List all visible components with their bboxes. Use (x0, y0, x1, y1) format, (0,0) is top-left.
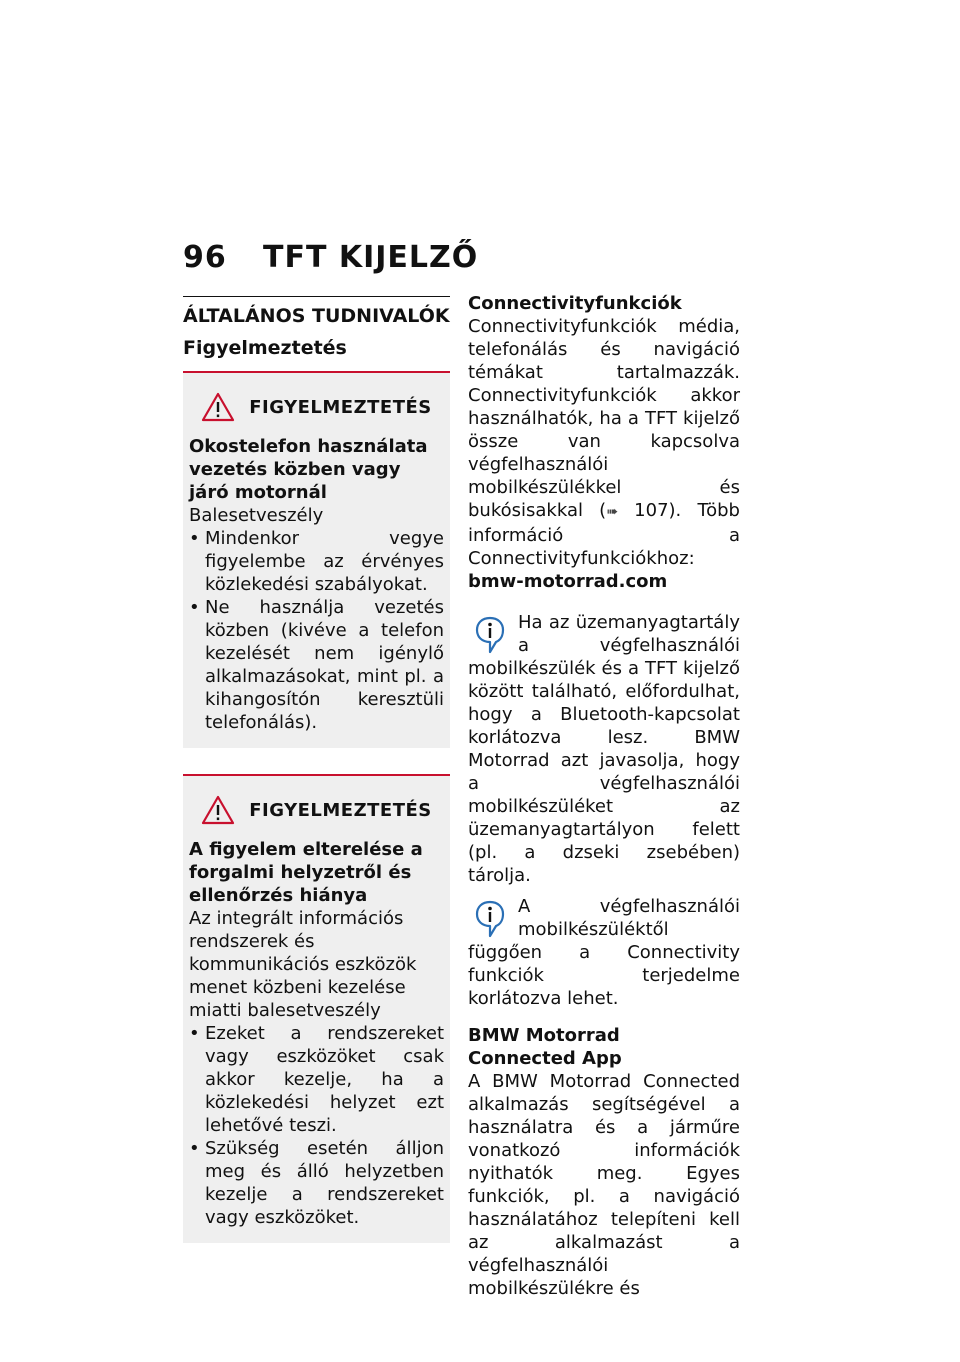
connectivity-title: Connectivityfunkciók (468, 293, 682, 314)
right-column (468, 292, 740, 1300)
warning-triangle-icon (201, 795, 235, 825)
website-link[interactable]: bmw-motorrad.com (468, 571, 668, 592)
warning-heading (183, 391, 450, 423)
connectivity-text-part: ). Több információ a Connectivityfunkciókhoz: (468, 500, 740, 569)
warning-heading (183, 794, 450, 826)
list-item: • Ne használja vezetés közben (kivéve a telefon kezelését nem igénylő alkalmazásokat, mint pl. a kihangosítón keresztüli telefonálás). (189, 596, 444, 734)
app-text: A BMW Motorrad Connected alkalmazás segítségével a használatra és a járműre vonatkozó információk nyithatók meg. Egyes funkciók, pl. a navigáció használatához telepíteni kell az alkalmazást a végfelhasználói mobilkészülékre és (468, 1071, 740, 1299)
warning-bullet-list (189, 1022, 444, 1229)
info-note-text: A végfelhasználói mobilkészüléktől függően a Connectivity funkciók terjedelme korlátozva lehet. (468, 896, 740, 1009)
info-note (468, 895, 740, 1010)
page-ref-number: 107 (634, 500, 669, 521)
section-title: ÁLTALÁNOS TUDNIVALÓK (183, 296, 450, 329)
warning-triangle-icon (201, 392, 235, 422)
page-header (183, 240, 478, 290)
app-title: BMW Motorrad (468, 1025, 620, 1046)
info-icon (474, 899, 506, 939)
info-icon (474, 615, 506, 655)
page-number: 96 (183, 240, 227, 275)
info-note (468, 611, 740, 887)
warning-bullet-list (189, 527, 444, 734)
page-ref-arrow-icon: ➠ (606, 504, 618, 520)
list-item: • Ezeket a rendszereket vagy eszközöket csak akkor kezelje, ha a közlekedési helyzet ezt lehetővé teszi. (189, 1022, 444, 1137)
connectivity-text (468, 315, 740, 570)
info-note-text: Ha az üzemanyagtartály a végfelhasználói mobilkészülék és a TFT kijelző között található, előfordulhat, hogy a Bluetooth-kapcsolat korlátozva lesz. BMW Motorrad azt javasolja, hogy a végfelhasználói mobilkészüléket az üzemanyagtartályon felett (pl. a dzseki zsebében) tárolja. (468, 612, 740, 886)
chapter-title: TFT KIJELZŐ (263, 240, 479, 275)
warning-label: FIGYELMEZTETÉS (249, 799, 432, 821)
warning-box (183, 774, 450, 1243)
subsection-title: Figyelmeztetés (183, 337, 347, 359)
warning-cause: A figyelem elterelése a forgalmi helyzetről és ellenőrzés hiánya (189, 839, 423, 906)
list-item: • Mindenkor vegye figyelembe az érvényes közlekedési szabályokat. (189, 527, 444, 596)
warning-box (183, 371, 450, 748)
app-title: Connected App (468, 1048, 622, 1069)
warning-consequence: Balesetveszély (189, 505, 324, 526)
warning-consequence: Az integrált információs rendszerek és kommunikációs eszközök menet közbeni kezelése miatti balesetveszély (189, 908, 417, 1021)
warning-cause: Okostelefon használata vezetés közben vagy járó motornál (189, 436, 428, 503)
list-item: • Szükség esetén álljon meg és álló helyzetben kezelje a rendszereket vagy eszközöket. (189, 1137, 444, 1229)
warning-label: FIGYELMEZTETÉS (249, 396, 432, 418)
left-column (183, 296, 450, 1243)
connectivity-text-part: Connectivityfunkciók média, telefonálás és navigáció témákat tartalmazzák. Connectivityfunkciók akkor használhatók, ha a TFT kijelző össze van kapcsolva végfelhasználói mobilkészülékkel és bukósisakkal ( (468, 316, 740, 521)
